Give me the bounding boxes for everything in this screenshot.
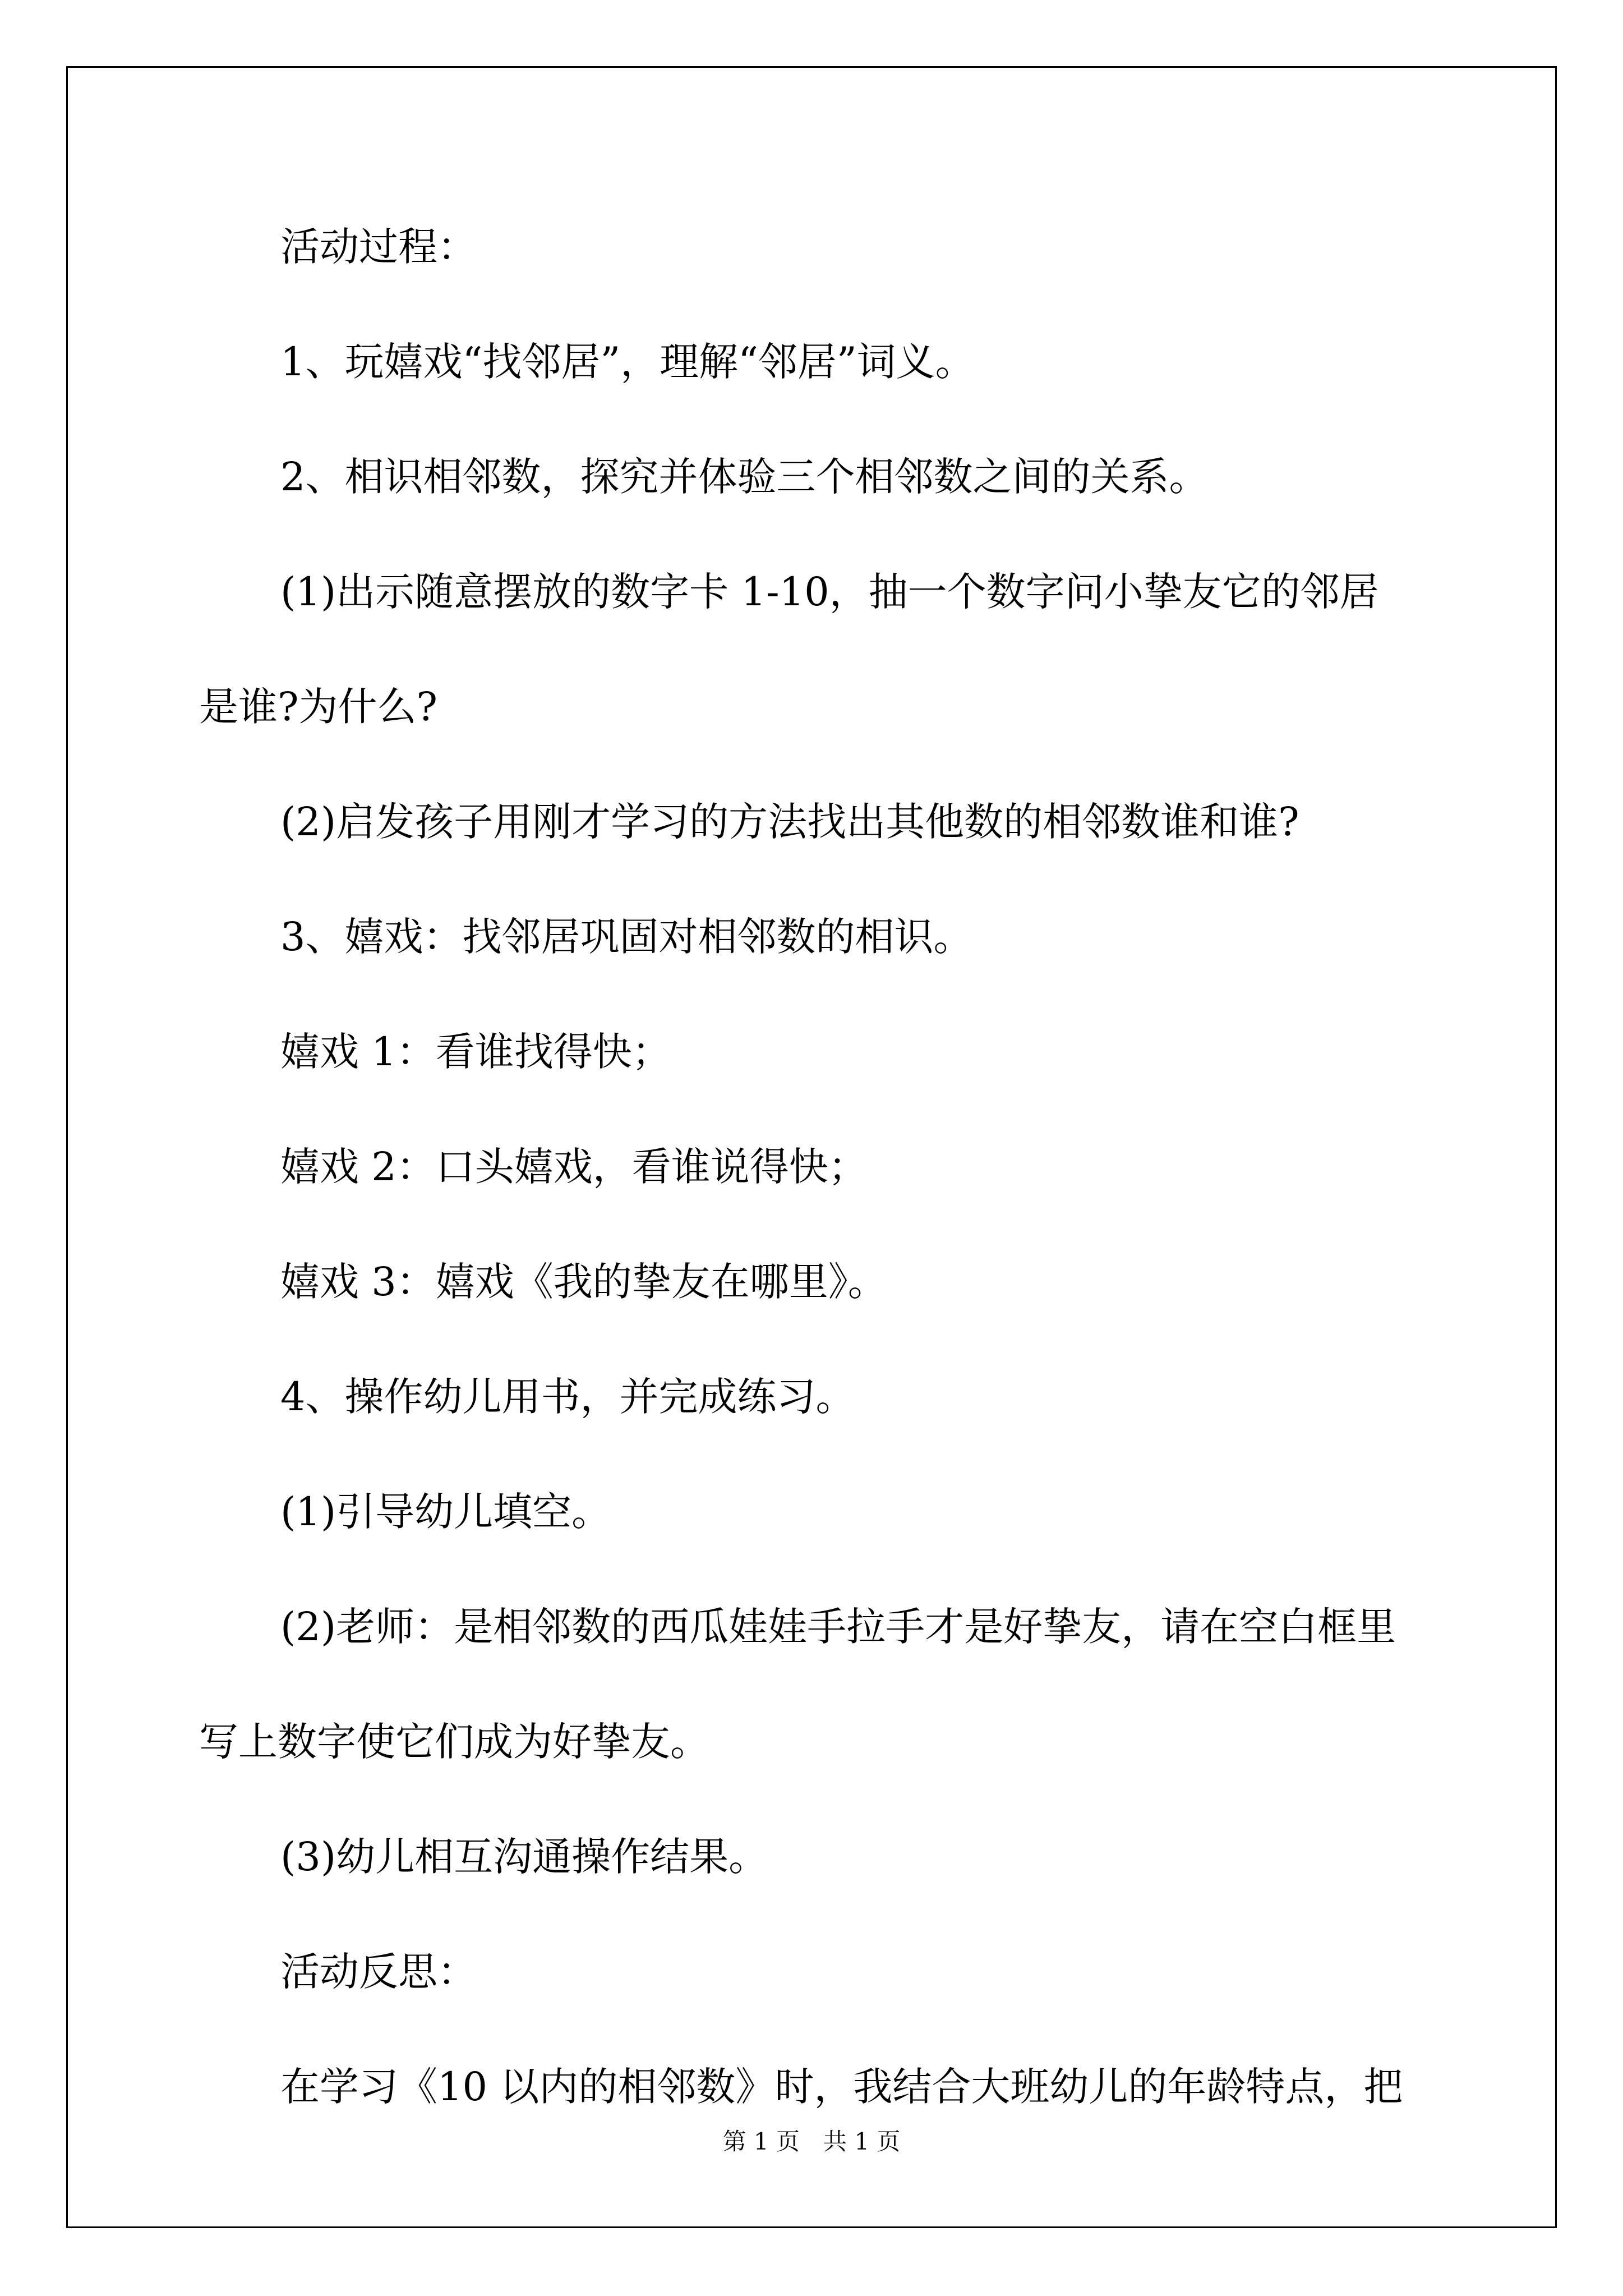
paragraph: 活动过程： [280,224,477,270]
paragraph: 嬉戏 2：口头嬉戏，看谁说得快； [280,1144,868,1190]
paragraph: (3)幼儿相互沟通操作结果。 [280,1834,768,1880]
paragraph: 嬉戏 3：嬉戏《我的挚友在哪里》。 [280,1259,887,1305]
paragraph: 活动反思： [280,1949,477,1995]
paragraph: 在学习《10 以内的相邻数》时，我结合大班幼儿的年龄特点，把 [280,2064,1403,2110]
paragraph: (1)引导幼儿填空。 [280,1489,611,1535]
paragraph: 4、操作幼儿用书，并完成练习。 [280,1374,855,1420]
paragraph: 嬉戏 1：看谁找得快； [280,1029,671,1075]
paragraph: 是谁?为什么? [199,684,438,730]
paragraph: (1)出示随意摆放的数字卡 1-10，抽一个数字问小挚友它的邻居 [280,569,1379,615]
paragraph: 2、相识相邻数，探究并体验三个相邻数之间的关系。 [280,454,1209,500]
paragraph: (2)启发孩子用刚才学习的方法找出其他数的相邻数谁和谁? [280,799,1299,845]
paragraph: 写上数字使它们成为好挚友。 [199,1719,709,1765]
paragraph: 1、玩嬉戏“找邻居”，理解“邻居”词义。 [280,339,975,385]
paragraph: 3、嬉戏：找邻居巩固对相邻数的相识。 [280,914,973,960]
page-number-footer: 第 1 页 共 1 页 [722,2128,901,2155]
paragraph: (2)老师：是相邻数的西瓜娃娃手拉手才是好挚友，请在空白框里 [280,1604,1396,1650]
